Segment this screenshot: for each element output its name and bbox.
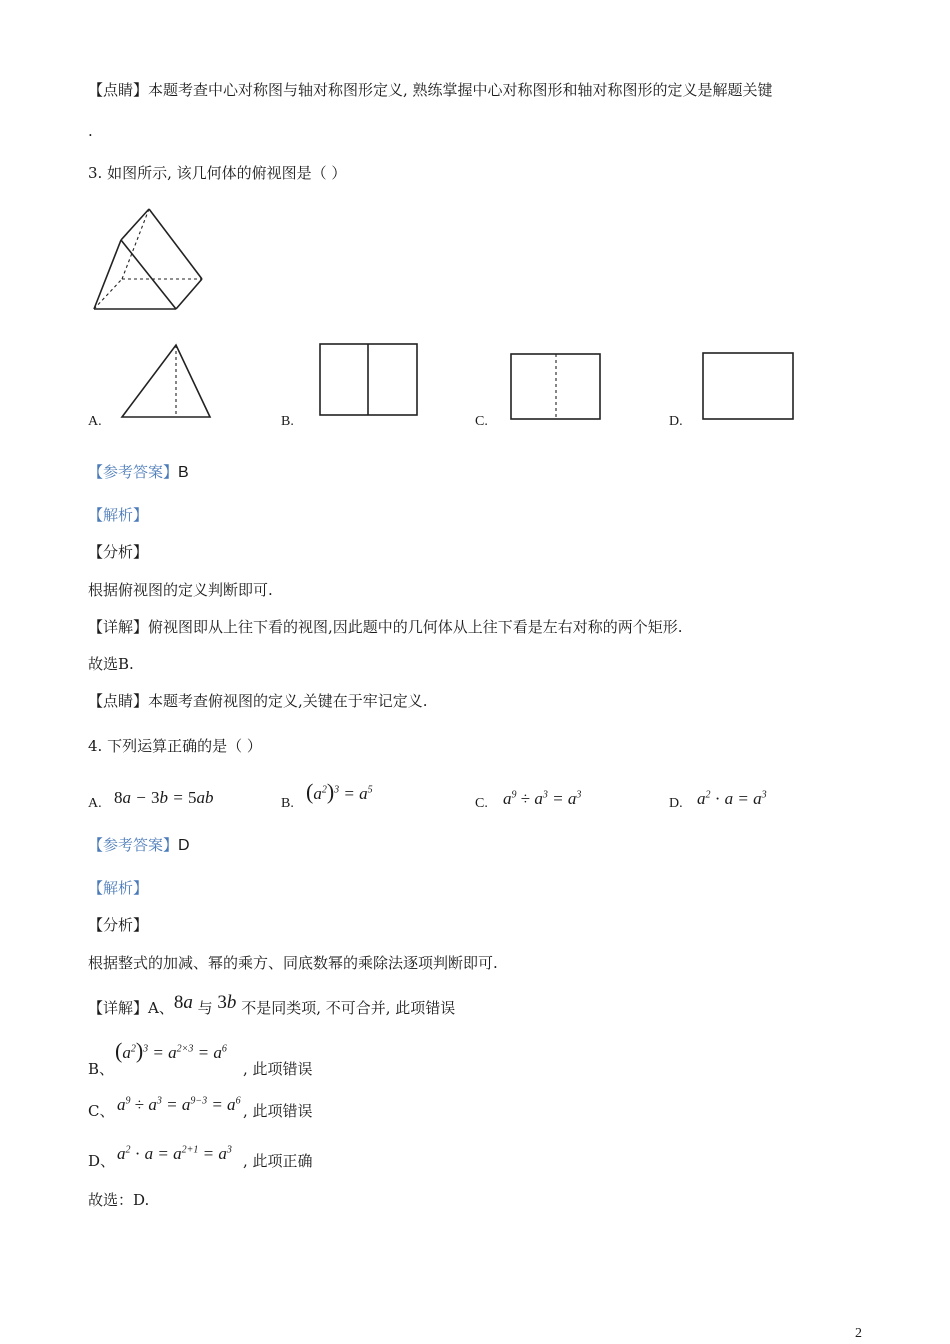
q3-fenxi: 【分析】 — [88, 543, 149, 561]
q3-jiexi: 【解析】 — [88, 506, 149, 524]
q4-d-suffix: , 此项正确 — [243, 1152, 313, 1170]
q4-choose: 故选：D. — [88, 1191, 150, 1209]
q4-analysis: 根据整式的加减、幂的乘方、同底数幂的乘除法逐项判断即可. — [88, 954, 498, 972]
q3-analysis: 根据俯视图的定义判断即可. — [88, 581, 273, 599]
q4-option-c-label: C. — [475, 796, 488, 811]
q4-fenxi: 【分析】 — [88, 916, 149, 934]
q4-detail-suffix: 不是同类项, 不可合并, 此项错误 — [241, 999, 456, 1017]
q4-answer-line — [88, 835, 190, 856]
q4-detail-a — [88, 992, 456, 1018]
q4-detail-d-expr: $a^2 \cdot a = a^{2+1} = a^3$ — [117, 1144, 232, 1163]
q4-option-d-label: D. — [669, 796, 683, 811]
q3-option-a-label: A. — [88, 414, 102, 429]
page-number: 2 — [855, 1326, 862, 1341]
q4-detail-b-expr: $(a^2)^3 = a^{2\times 3} = a^6$ — [115, 1038, 227, 1063]
q3-option-d-label: D. — [669, 414, 683, 429]
q3-answer: B — [178, 464, 189, 481]
q4-option-b-label: B. — [281, 796, 294, 811]
q4-option-a-expr: 8a − 3b = 5ab — [114, 788, 214, 807]
q3-answer-tag: 【参考答案】 — [88, 463, 179, 481]
q3-option-b-label: B. — [281, 414, 294, 429]
prev-comment: 【点睛】本题考查中心对称图与轴对称图形定义, 熟练掌握中心对称图形和轴对称图形的定义是解题关键 — [88, 81, 773, 99]
q4-d-label: D、 — [88, 1152, 116, 1170]
q4-detail-3b: 3b — [217, 992, 237, 1013]
q4-jiexi: 【解析】 — [88, 879, 149, 897]
q4-option-a-label: A. — [88, 796, 102, 811]
q4-answer: D — [178, 837, 190, 854]
q4-detail-c-expr: $a^9 \div a^3 = a^{9-3} = a^6$ — [117, 1095, 241, 1114]
q4-option-b-expr: $(a^2)^3 = a^5$ — [306, 779, 373, 804]
q4-stem: 4. 下列运算正确的是（ ） — [88, 737, 262, 755]
q4-option-d-expr: $a^2 \cdot a = a^3$ — [697, 789, 767, 808]
q4-b-suffix: , 此项错误 — [243, 1060, 313, 1078]
q4-detail-8a: 8a — [173, 992, 193, 1013]
q3-option-c-label: C. — [475, 414, 488, 429]
q3-stem: 3. 如图所示, 该几何体的俯视图是（ ） — [88, 164, 347, 182]
q3-answer-line — [88, 462, 189, 483]
q4-c-label: C、 — [88, 1102, 115, 1120]
q3-detail: 【详解】俯视图即从上往下看的视图,因此题中的几何体从上往下看是左右对称的两个矩形. — [88, 618, 683, 636]
q4-detail-mid: 与 — [197, 999, 213, 1017]
q3-comment: 【点睛】本题考查俯视图的定义,关键在于牢记定义. — [88, 692, 428, 710]
q3-choose: 故选B. — [88, 655, 134, 673]
q4-detail-prefix: 【详解】A、 — [88, 999, 174, 1017]
prev-comment-end: . — [88, 122, 93, 140]
q4-answer-tag: 【参考答案】 — [88, 836, 179, 854]
q4-option-c-expr: $a^9 \div a^3 = a^3$ — [503, 789, 582, 808]
q4-c-suffix: , 此项错误 — [243, 1102, 313, 1120]
q4-b-label: B、 — [88, 1060, 115, 1078]
